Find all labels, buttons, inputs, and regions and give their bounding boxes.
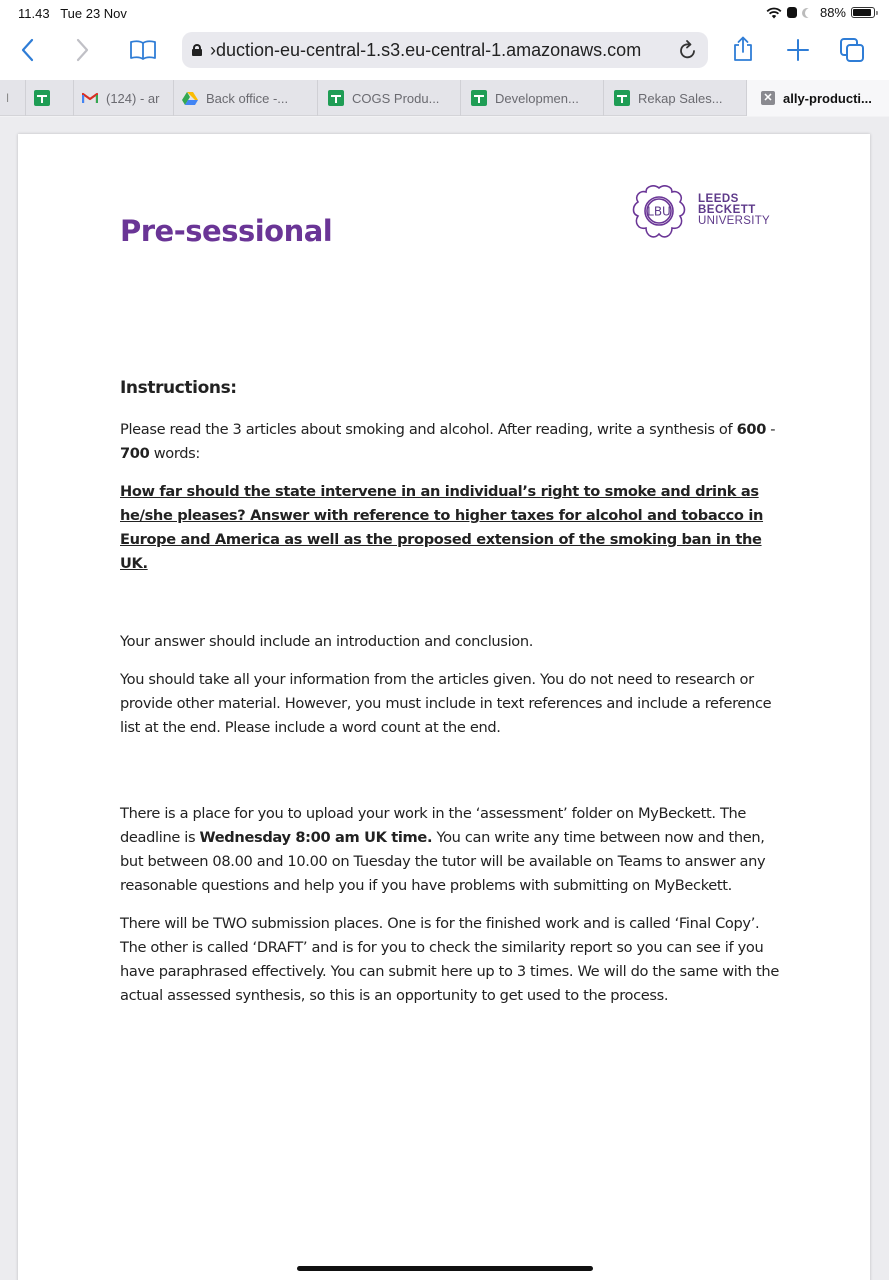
back-button[interactable] [20,34,34,68]
share-icon[interactable] [732,36,754,62]
tab-label: Back office -... [206,90,289,106]
task-paragraph [120,418,780,466]
tab-development[interactable] [461,80,604,116]
logo-line-1: LEEDS [698,193,739,205]
document-body [120,376,780,1022]
logo-line-2: BECKETT [698,204,756,216]
tab-cogs[interactable] [318,80,461,116]
tab-label: Developmen... [495,90,579,106]
book-icon[interactable] [130,40,156,60]
gmail-icon [82,90,98,106]
address-bar[interactable] [182,32,708,68]
logo-line-3: UNIVERSITY [698,215,771,227]
tab-active-document[interactable] [747,80,889,116]
status-bar [0,0,889,26]
clock-date: Tue 23 Nov [60,6,127,21]
tab-label: Rekap Sales... [638,90,723,106]
upload-paragraph [120,802,780,898]
task-text-dash: - [766,421,776,438]
url-text[interactable]: ›duction-eu-central-1.s3.eu-central-1.amazonaws.com [210,39,642,60]
logo-mark-text: LBU [647,204,671,219]
sheets-icon [328,90,344,106]
sheets-icon [614,90,630,106]
tab-label: ally-producti... [783,90,872,106]
tab-label: (124) - ar [106,90,160,106]
word-count-max: 700 [120,445,150,462]
sheets-icon [34,90,50,106]
battery-icon [851,7,875,18]
tab-label: COGS Produ... [352,90,440,106]
logo-wordmark [698,194,770,227]
moon-icon [805,8,815,18]
task-text: Please read the 3 articles about smoking and alcohol. After reading, write a synthesis of [120,421,737,438]
tab-rekap-sales[interactable] [604,80,747,116]
tab-bar [0,80,889,116]
battery-percent: 88% [819,5,846,20]
status-time [18,6,127,21]
alarm-icon [787,7,797,18]
upload-text-end: You can write any time between now and then, but between 08.00 and 10.00 on Tuesday the tutor will be available on Teams to answer any reasonable questions and help you if you have problems with submitting on MyBeckett. [120,829,766,894]
tab-sheets-0[interactable] [26,80,74,116]
upload-text: There is a place for you to upload your work in the ‘assessment’ folder on MyBeckett. The deadline is [120,805,747,846]
page-title: Pre-sessional [120,214,333,248]
tab-drive[interactable] [174,80,318,116]
rose-emblem-icon [628,182,690,244]
information-paragraph: You should take all your information from the articles given. You do not need to research or provide other material. However, you must include in text references and include a reference list at the end. Please include a word count at the end. [120,671,772,736]
word-count-min: 600 [736,421,767,438]
lock-icon [192,44,202,56]
essay-question: How far should the state intervene in an individual’s right to smoke and drink as he/she pleases? Answer with reference to higher taxes for alcohol and tobacco in Europe and America as well as the proposed extension of the smoking ban in the UK. [120,483,764,572]
home-indicator[interactable] [297,1266,593,1271]
battery-level [853,9,871,16]
submission-paragraph: There will be TWO submission places. One is for the finished work and is called ‘Final Copy’. The other is called ‘DRAFT’ and is for you to check the similarity report so you can see if you have paraphrased effectively. You can submit here up to 3 times. We will do the same with the actual assessed synthesis, so this is an opportunity to get used to the process. [120,915,779,1004]
chevron-left-icon [20,38,34,62]
status-indicators [766,5,875,20]
task-text-end: words: [149,445,201,462]
reload-icon[interactable] [678,39,698,61]
sheets-icon [471,90,487,106]
forward-button[interactable] [76,34,90,68]
wifi-icon [766,7,782,19]
chevron-right-icon [76,38,90,62]
intro-conclusion-paragraph: Your answer should include an introduction and conclusion. [120,633,534,650]
instructions-heading: Instructions: [120,378,237,398]
plus-icon[interactable] [786,38,810,62]
document-page [18,134,870,1280]
deadline-text: Wednesday 8:00 am UK time. [199,829,433,846]
tab-pinned-edge[interactable] [0,80,26,116]
university-logo [628,182,778,244]
tab-gmail[interactable] [74,80,174,116]
document-viewer[interactable] [0,117,889,1280]
tabs-icon[interactable] [840,38,866,64]
browser-toolbar [0,26,889,80]
tab-edge-marker: ǀ [6,91,10,105]
close-icon[interactable]: ✕ [761,91,775,105]
drive-icon [182,90,198,106]
clock-time: 11.43 [18,6,50,21]
